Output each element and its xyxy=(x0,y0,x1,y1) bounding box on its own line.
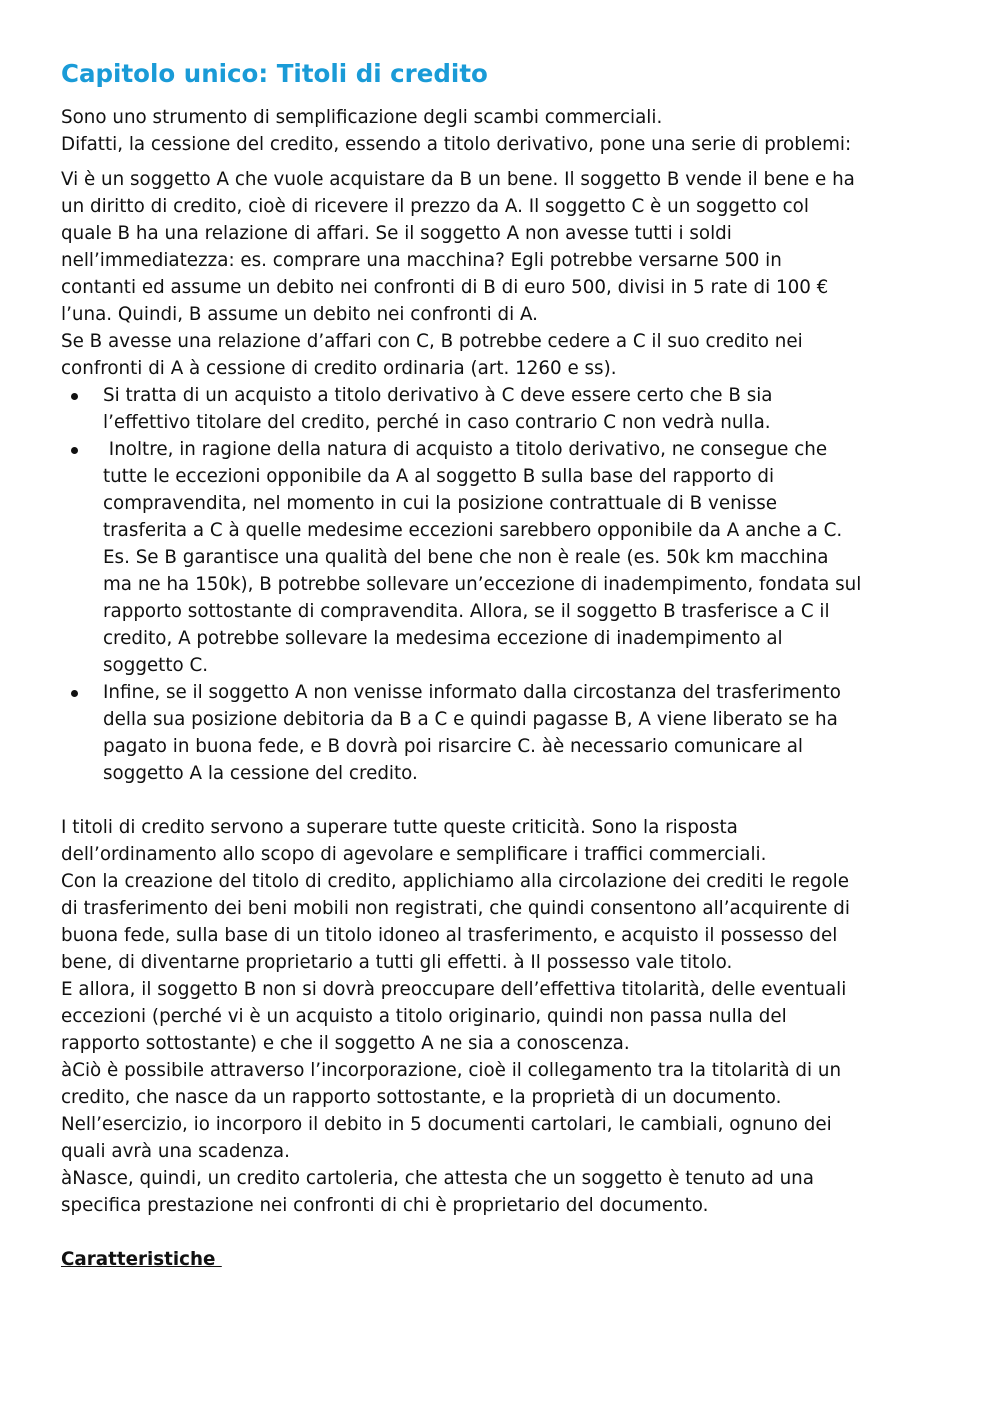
text-line: della sua posizione debitoria da B a C e quindi pagasse B, A viene liberato se ha xyxy=(103,709,838,730)
text-line: specifica prestazione nei confronti di chi è proprietario del documento. xyxy=(61,1195,709,1216)
text-line: nell’immediatezza: es. comprare una macchina? Egli potrebbe versarne 500 in xyxy=(61,250,782,271)
list-item xyxy=(61,436,941,679)
text-line: Sono uno strumento di semplificazione degli scambi commerciali. xyxy=(61,107,663,128)
text-line: ma ne ha 150k), B potrebbe sollevare un’eccezione di inadempimento, fondata sul xyxy=(103,574,862,595)
text-line: quale B ha una relazione di affari. Se il soggetto A non avesse tutti i soldi xyxy=(61,223,732,244)
text-line: Infine, se il soggetto A non venisse informato dalla circostanza del trasferimento xyxy=(103,682,841,703)
text-line: dell’ordinamento allo scopo di agevolare e semplificare i traffici commerciali. xyxy=(61,844,767,865)
text-line: Nell’esercizio, io incorporo il debito in 5 documenti cartolari, le cambiali, ognuno dei xyxy=(61,1114,832,1135)
text-line: Difatti, la cessione del credito, essendo a titolo derivativo, pone una serie di problemi: xyxy=(61,134,852,155)
body-paragraph xyxy=(61,814,941,1219)
text-line: E allora, il soggetto B non si dovrà preoccupare dell’effettiva titolarità, delle eventuali xyxy=(61,979,847,1000)
text-line: Es. Se B garantisce una qualità del bene che non è reale (es. 50k km macchina xyxy=(103,547,829,568)
list-item xyxy=(61,382,941,436)
text-line: l’effettivo titolare del credito, perché in caso contrario C non vedrà nulla. xyxy=(103,412,771,433)
text-line: l’una. Quindi, B assume un debito nei confronti di A. xyxy=(61,304,538,325)
bullet-icon xyxy=(71,393,78,400)
text-line: Se B avesse una relazione d’affari con C, B potrebbe cedere a C il suo credito nei xyxy=(61,331,803,352)
text-line: rapporto sottostante di compravendita. Allora, se il soggetto B trasferisce a C il xyxy=(103,601,830,622)
text-line: Vi è un soggetto A che vuole acquistare da B un bene. Il soggetto B vende il bene e ha xyxy=(61,169,855,190)
text-line: soggetto A la cessione del credito. xyxy=(103,763,418,784)
text-line: contanti ed assume un debito nei confronti di B di euro 500, divisi in 5 rate di 100 € xyxy=(61,277,829,298)
text-line: bene, di diventarne proprietario a tutti gli effetti. à Il possesso vale titolo. xyxy=(61,952,733,973)
text-line: pagato in buona fede, e B dovrà poi risarcire C. àè necessario comunicare al xyxy=(103,736,803,757)
text-line: eccezioni (perché vi è un acquisto a titolo originario, quindi non passa nulla del xyxy=(61,1006,787,1027)
text-line: di trasferimento dei beni mobili non registrati, che quindi consentono all’acquirente di xyxy=(61,898,850,919)
text-line: Si tratta di un acquisto a titolo derivativo à C deve essere certo che B sia xyxy=(103,385,773,406)
section-heading-text: Caratteristiche xyxy=(61,1249,222,1270)
example-paragraph xyxy=(61,166,941,382)
text-line: àCiò è possibile attraverso l’incorporazione, cioè il collegamento tra la titolarità di un xyxy=(61,1060,842,1081)
bullet-icon xyxy=(71,447,78,454)
text-line: trasferita a C à quelle medesime eccezioni sarebbero opponibile da A anche a C. xyxy=(103,520,843,541)
text-line: tutte le eccezioni opponibile da A al soggetto B sulla base del rapporto di xyxy=(103,466,775,487)
page-title: Capitolo unico: Titoli di credito xyxy=(61,59,488,88)
text-line: quali avrà una scadenza. xyxy=(61,1141,290,1162)
text-line: I titoli di credito servono a superare tutte queste criticità. Sono la risposta xyxy=(61,817,738,838)
text-line: rapporto sottostante) e che il soggetto A ne sia a conoscenza. xyxy=(61,1033,630,1054)
text-line: Con la creazione del titolo di credito, applichiamo alla circolazione dei crediti le regole xyxy=(61,871,849,892)
bullet-icon xyxy=(71,690,78,697)
text-line: àNasce, quindi, un credito cartoleria, che attesta che un soggetto è tenuto ad una xyxy=(61,1168,814,1189)
text-line: un diritto di credito, cioè di ricevere il prezzo da A. Il soggetto C è un soggetto col xyxy=(61,196,809,217)
intro-paragraph xyxy=(61,104,941,158)
text-line: credito, A potrebbe sollevare la medesima eccezione di inadempimento al xyxy=(103,628,783,649)
section-heading xyxy=(61,1246,941,1273)
text-line: soggetto C. xyxy=(103,655,209,676)
text-line: confronti di A à cessione di credito ordinaria (art. 1260 e ss). xyxy=(61,358,617,379)
text-line: compravendita, nel momento in cui la posizione contrattuale di B venisse xyxy=(103,493,778,514)
text-line: Inoltre, in ragione della natura di acquisto a titolo derivativo, ne consegue che xyxy=(103,439,828,460)
bullet-list xyxy=(61,382,941,787)
list-item xyxy=(61,679,941,787)
document-page xyxy=(61,56,941,1273)
text-line: credito, che nasce da un rapporto sottostante, e la proprietà di un documento. xyxy=(61,1087,782,1108)
text-line: buona fede, sulla base di un titolo idoneo al trasferimento, e acquisto il possesso del xyxy=(61,925,838,946)
